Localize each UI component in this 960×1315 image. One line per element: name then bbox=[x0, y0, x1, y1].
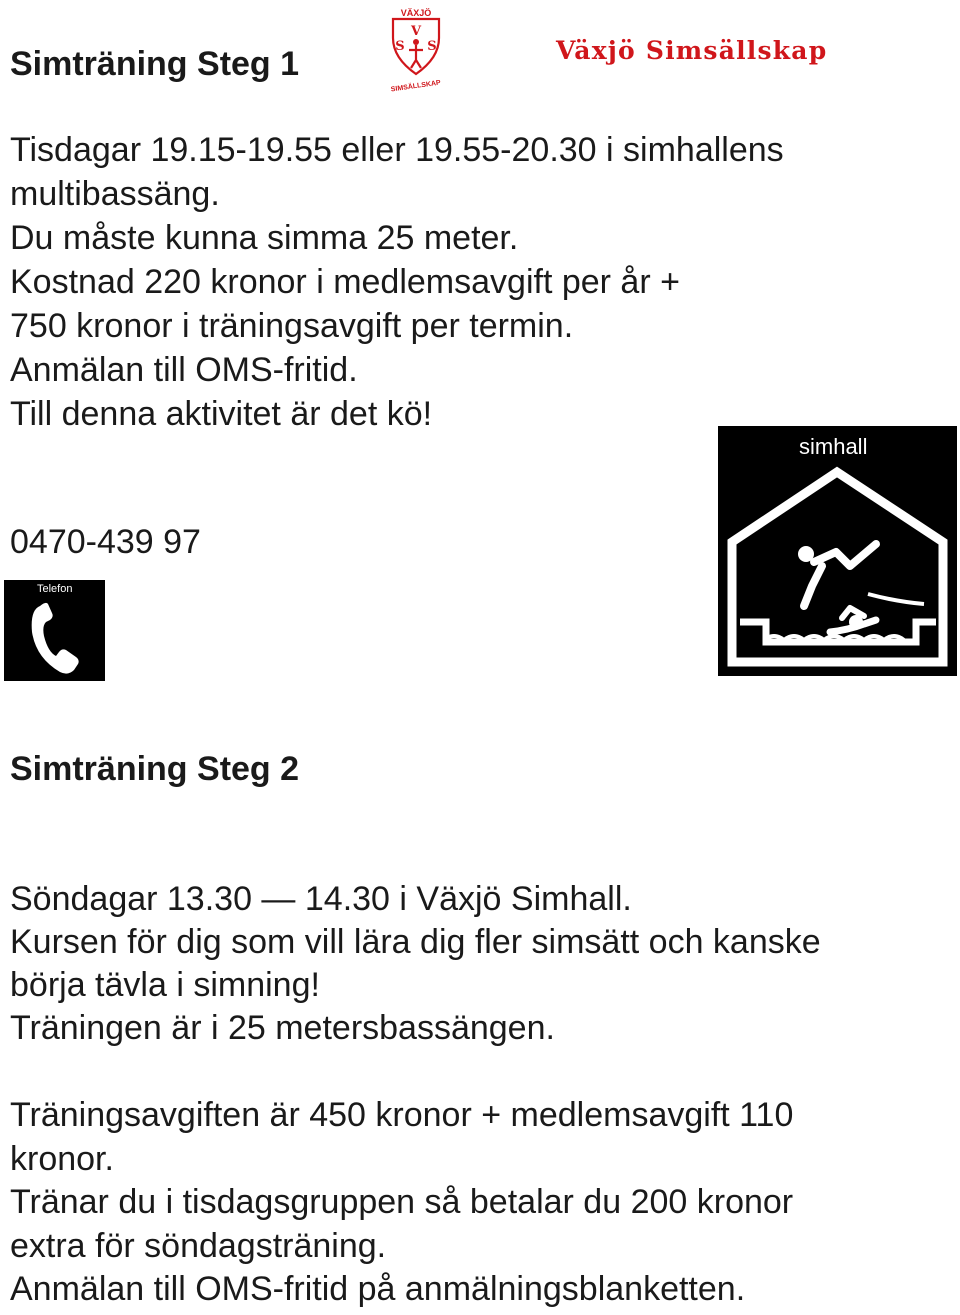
text-line: Till denna aktivitet är det kö! bbox=[10, 395, 433, 433]
text-line: multibassäng. bbox=[10, 175, 220, 213]
text-line: kronor. bbox=[10, 1139, 114, 1178]
step2-fees bbox=[10, 1094, 793, 1312]
club-logo bbox=[385, 4, 447, 94]
logo-bottom-text: SIMSÄLLSKAP bbox=[390, 79, 442, 94]
swimming-pool-sign-label: simhall bbox=[799, 434, 868, 459]
text-line: börja tävla i simning! bbox=[10, 966, 320, 1004]
logo-letter-s-right: S bbox=[427, 39, 437, 54]
text-line: Du måste kunna simma 25 meter. bbox=[10, 219, 519, 257]
step1-description bbox=[10, 128, 784, 436]
text-line: Träningsavgiften är 450 kronor + medlemsavgift 110 bbox=[10, 1096, 794, 1134]
text-line: Kostnad 220 kronor i medlemsavgift per år + bbox=[10, 263, 680, 301]
swimming-pool-sign bbox=[718, 426, 957, 676]
text-line: Tränar du i tisdagsgruppen så betalar du 200 kronor bbox=[10, 1183, 794, 1221]
club-emblem-icon bbox=[385, 4, 447, 94]
text-line: Tisdagar 19.15-19.55 eller 19.55-20.30 i simhallens bbox=[10, 131, 784, 169]
swimming-pool-icon bbox=[718, 426, 957, 676]
text-line: 750 kronor i träningsavgift per termin. bbox=[10, 307, 574, 345]
logo-letter-s-left: S bbox=[395, 39, 405, 54]
phone-number: 0470-439 97 bbox=[10, 523, 201, 561]
telephone-sign-label: Telefon bbox=[37, 583, 73, 595]
logo-top-text: VÄXJÖ bbox=[400, 8, 432, 18]
text-line: Anmälan till OMS-fritid. bbox=[10, 351, 358, 389]
text-line: Kursen för dig som vill lära dig fler simsätt och kanske bbox=[10, 923, 821, 961]
page-title: Simträning Steg 1 bbox=[10, 45, 300, 83]
telephone-handset-icon bbox=[26, 602, 86, 676]
club-name: Växjö Simsällskap bbox=[556, 36, 828, 65]
telephone-sign bbox=[4, 580, 105, 681]
logo-letter-v: V bbox=[410, 24, 422, 39]
text-line: Söndagar 13.30 — 14.30 i Växjö Simhall. bbox=[10, 880, 632, 918]
text-line: Anmälan till OMS-fritid på anmälningsblanketten. bbox=[10, 1270, 746, 1308]
text-line: extra för söndagsträning. bbox=[10, 1226, 387, 1265]
step2-description bbox=[10, 878, 821, 1050]
text-line: Träningen är i 25 metersbassängen. bbox=[10, 1009, 555, 1047]
step2-title: Simträning Steg 2 bbox=[10, 750, 300, 788]
